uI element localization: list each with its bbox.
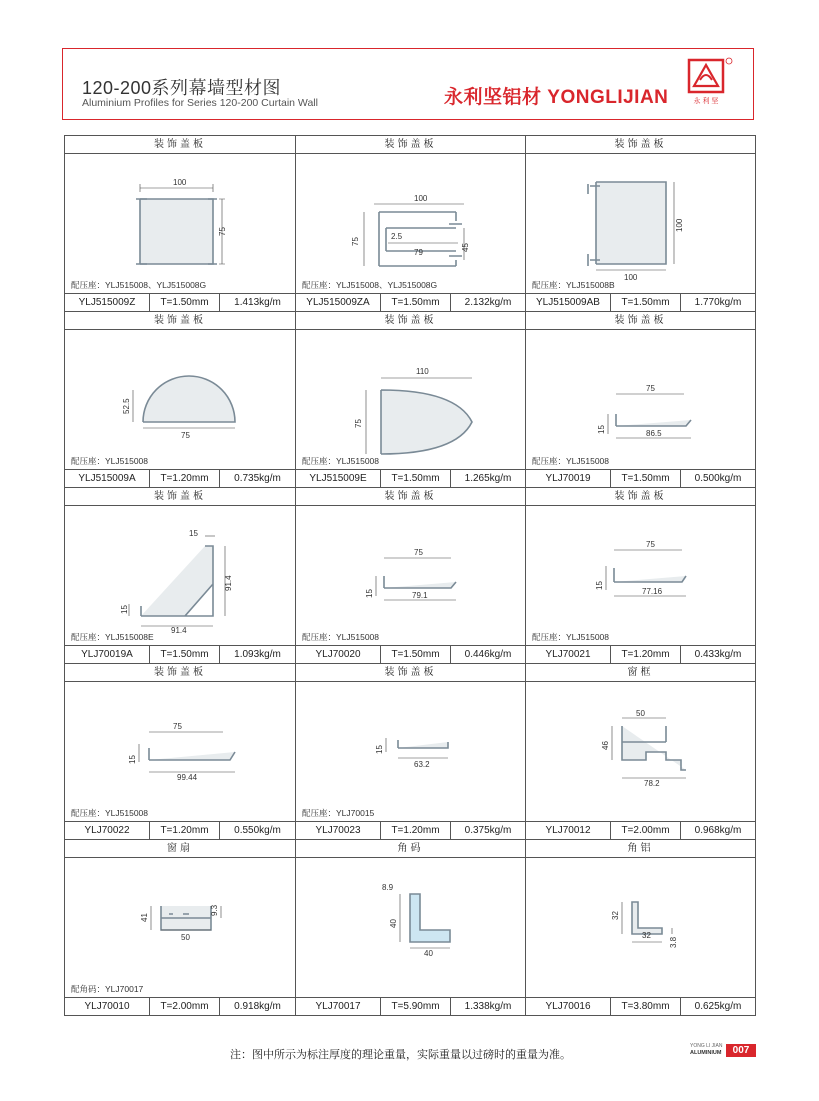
- profile-title: 窗框: [526, 664, 755, 682]
- profile-weight: 1.265kg/m: [450, 470, 525, 487]
- profile-code: YLJ70022: [84, 825, 130, 836]
- dimension-label: 8.9: [382, 883, 394, 892]
- profile-title: 角铝: [526, 840, 755, 858]
- profile-thickness: T=1.50mm: [380, 294, 450, 311]
- profile-code: YLJ515009Z: [78, 297, 136, 308]
- profile-drawing: [65, 506, 295, 645]
- dimension-label: 75: [354, 419, 363, 428]
- dimension-label: 100: [624, 273, 638, 282]
- profile-drawing: [296, 858, 525, 997]
- profile-note: 配压座：YLJ515008B: [532, 280, 615, 290]
- profile-weight: 0.433kg/m: [680, 646, 755, 663]
- profile-card: [525, 312, 755, 487]
- profile-code: YLJ515009ZA: [306, 297, 370, 308]
- dimension-label: 50: [636, 709, 645, 718]
- dimension-label: 2.5: [391, 232, 403, 241]
- profile-thickness: T=3.80mm: [610, 998, 680, 1015]
- profile-card: [65, 664, 295, 839]
- profile-thickness: T=5.90mm: [380, 998, 450, 1015]
- dimension-label: 86.5: [646, 429, 662, 438]
- logo-text: 永 利 坚: [693, 98, 719, 105]
- profile-spec: [65, 645, 295, 663]
- profile-spec: [65, 469, 295, 487]
- profile-section-svg: [526, 682, 756, 821]
- profile-title: 装饰盖板: [296, 664, 525, 682]
- profile-note: 配压座：YLJ515008: [302, 632, 380, 642]
- profile-spec: [526, 997, 755, 1015]
- profile-section-svg: [65, 858, 295, 997]
- profile-code: YLJ515009A: [78, 473, 136, 484]
- profile-spec: [296, 821, 525, 839]
- profile-card: [295, 488, 525, 663]
- profile-section-svg: [65, 330, 295, 469]
- profile-code: YLJ70016: [545, 1001, 591, 1012]
- profile-card: [65, 312, 295, 487]
- dimension-label: 75: [173, 722, 182, 731]
- profile-spec: [526, 821, 755, 839]
- profile-drawing: [526, 330, 755, 469]
- dimension-label: 91.4: [171, 626, 187, 635]
- profile-outline: [149, 748, 235, 760]
- dimension-label: 50: [181, 933, 190, 942]
- profile-row: [64, 839, 756, 1016]
- dimension-label: 45: [461, 243, 470, 252]
- profile-card: [295, 312, 525, 487]
- profile-section-svg: [526, 506, 756, 645]
- page-title: 120-200系列幕墙型材图: [82, 78, 282, 98]
- profile-thickness: T=1.50mm: [149, 646, 219, 663]
- dimension-label: 75: [351, 237, 360, 246]
- profile-thickness: T=1.50mm: [380, 470, 450, 487]
- profile-section-svg: [526, 154, 756, 293]
- profile-note: 配压座：YLJ515008、YLJ515008G: [71, 280, 207, 290]
- dimension-label: 100: [173, 178, 187, 187]
- profile-weight: 0.500kg/m: [680, 470, 755, 487]
- profile-drawing: [65, 154, 295, 293]
- profile-thickness: T=2.00mm: [610, 822, 680, 839]
- profile-thickness: T=1.20mm: [149, 822, 219, 839]
- profile-note: 配压座：YLJ70015: [302, 808, 375, 818]
- dimension-label: 15: [128, 755, 137, 764]
- profile-code: YLJ70021: [545, 649, 591, 660]
- profile-title: 装饰盖板: [296, 136, 525, 154]
- profile-title: 装饰盖板: [296, 488, 525, 506]
- footer-note: 注：图中所示为标注厚度的理论重量，实际重量以过磅时的重量为准。: [230, 1049, 571, 1061]
- profile-weight: 1.338kg/m: [450, 998, 525, 1015]
- dimension-label: 75: [414, 548, 423, 557]
- dimension-label: 79.1: [412, 591, 428, 600]
- dimension-label: 15: [120, 605, 129, 614]
- profile-thickness: T=1.50mm: [149, 294, 219, 311]
- profile-drawing: [65, 858, 295, 997]
- profile-note: 配压座：YLJ515008E: [71, 632, 154, 642]
- profile-drawing: [65, 682, 295, 821]
- profile-weight: 0.446kg/m: [450, 646, 525, 663]
- dimension-label: 9.3: [210, 904, 219, 916]
- profile-spec: [65, 997, 295, 1015]
- profile-card: [525, 488, 755, 663]
- profile-spec: [526, 645, 755, 663]
- profile-outline: [632, 902, 662, 934]
- profile-drawing: [526, 154, 755, 293]
- brand-logo: [685, 56, 733, 108]
- profile-title: 装饰盖板: [526, 312, 755, 330]
- dimension-label: 75: [218, 227, 227, 236]
- dimension-label: 75: [181, 431, 190, 440]
- profile-spec: [296, 293, 525, 311]
- profile-title: 装饰盖板: [526, 488, 755, 506]
- profile-thickness: T=1.50mm: [610, 470, 680, 487]
- dimension-label: 52.5: [122, 398, 131, 414]
- dimension-label: 99.44: [177, 773, 198, 782]
- dimension-label: 41: [140, 913, 149, 922]
- profile-thickness: T=1.50mm: [610, 294, 680, 311]
- profile-drawing: [526, 682, 755, 821]
- profile-card: [65, 488, 295, 663]
- profile-weight: 0.968kg/m: [680, 822, 755, 839]
- profile-weight: 0.625kg/m: [680, 998, 755, 1015]
- profile-thickness: T=1.20mm: [149, 470, 219, 487]
- footer-brand-small: YONG LI JIAN: [690, 1043, 723, 1049]
- profile-code: YLJ515009E: [309, 473, 367, 484]
- profile-section-svg: [296, 858, 526, 997]
- profile-drawing: [296, 682, 525, 821]
- profile-outline: [384, 576, 456, 588]
- profile-title: 角码: [296, 840, 525, 858]
- dimension-label: 78.2: [644, 779, 660, 788]
- profile-title: 装饰盖板: [65, 488, 295, 506]
- profile-weight: 2.132kg/m: [450, 294, 525, 311]
- dimension-label: 40: [389, 919, 398, 928]
- profile-section-svg: [65, 506, 295, 645]
- page-number: 007: [726, 1044, 756, 1057]
- profile-thickness: T=2.00mm: [149, 998, 219, 1015]
- profile-note: 配压座：YLJ515008: [71, 456, 149, 466]
- dimension-label: 15: [595, 581, 604, 590]
- profile-card: [295, 136, 525, 311]
- dimension-label: 32: [611, 911, 620, 920]
- profile-card: [295, 840, 525, 1015]
- dimension-label: 32: [642, 931, 651, 940]
- dimension-label: 46: [601, 741, 610, 750]
- profile-code: YLJ70012: [545, 825, 591, 836]
- profile-weight: 1.770kg/m: [680, 294, 755, 311]
- dimension-label: 63.2: [414, 760, 430, 769]
- profile-code: YLJ70020: [315, 649, 361, 660]
- profile-outline: [616, 414, 691, 426]
- profile-outline: [143, 376, 235, 422]
- profile-weight: 0.550kg/m: [219, 822, 295, 839]
- profile-grid: [64, 135, 756, 1016]
- dimension-label: 75: [646, 540, 655, 549]
- profile-spec: [65, 293, 295, 311]
- profile-note: 配压座：YLJ515008、YLJ515008G: [302, 280, 438, 290]
- profile-row: [64, 135, 756, 311]
- dimension-label: 15: [375, 745, 384, 754]
- profile-title: 窗扇: [65, 840, 295, 858]
- profile-outline: [622, 726, 686, 770]
- profile-row: [64, 663, 756, 839]
- dimension-label: 100: [675, 218, 684, 232]
- profile-thickness: T=1.20mm: [380, 822, 450, 839]
- profile-spec: [296, 645, 525, 663]
- page-number-badge: [688, 1042, 756, 1060]
- dimension-label: 15: [189, 529, 198, 538]
- profile-row: [64, 311, 756, 487]
- profile-spec: [526, 293, 755, 311]
- profile-section-svg: [296, 506, 526, 645]
- profile-code: YLJ515009AB: [536, 297, 600, 308]
- profile-spec: [526, 469, 755, 487]
- profile-outline: [588, 182, 666, 266]
- profile-note: 配压座：YLJ515008: [71, 808, 149, 818]
- profile-section-svg: [296, 154, 526, 293]
- profile-drawing: [296, 330, 525, 469]
- profile-section-svg: [65, 682, 295, 821]
- profile-title: 装饰盖板: [65, 664, 295, 682]
- profile-drawing: [296, 506, 525, 645]
- profile-code: YLJ70010: [84, 1001, 130, 1012]
- profile-spec: [296, 997, 525, 1015]
- profile-outline: [140, 199, 213, 264]
- dimension-label: 77.16: [642, 587, 663, 596]
- profile-note: 配角码：YLJ70017: [71, 984, 144, 994]
- profile-outline: [410, 894, 450, 942]
- profile-card: [525, 664, 755, 839]
- dimension-label: 40: [424, 949, 433, 958]
- profile-code: YLJ70019A: [81, 649, 133, 660]
- profile-card: [65, 840, 295, 1015]
- brand-name: 永利坚铝材 YONGLIJIAN: [444, 87, 669, 108]
- profile-section-svg: [65, 154, 295, 293]
- dimension-label: 79: [414, 248, 423, 257]
- profile-drawing: [296, 154, 525, 293]
- dimension-label: 15: [597, 425, 606, 434]
- dimension-label: 15: [365, 589, 374, 598]
- profile-drawing: [526, 506, 755, 645]
- profile-note: 配压座：YLJ515008: [532, 632, 610, 642]
- profile-outline: [398, 740, 448, 748]
- profile-section-svg: [296, 330, 526, 469]
- profile-outline: [141, 546, 213, 616]
- profile-spec: [65, 821, 295, 839]
- dimension-label: 75: [646, 384, 655, 393]
- profile-title: 装饰盖板: [526, 136, 755, 154]
- profile-weight: 0.375kg/m: [450, 822, 525, 839]
- profile-code: YLJ70017: [315, 1001, 361, 1012]
- dimension-label: 110: [416, 367, 429, 376]
- profile-code: YLJ70023: [315, 825, 361, 836]
- profile-card: [525, 840, 755, 1015]
- profile-section-svg: [526, 858, 756, 997]
- profile-code: YLJ70019: [545, 473, 591, 484]
- profile-weight: 0.735kg/m: [219, 470, 295, 487]
- profile-outline: [161, 906, 211, 930]
- dimension-label: 91.4: [224, 575, 233, 591]
- profile-drawing: [65, 330, 295, 469]
- profile-drawing: [526, 858, 755, 997]
- profile-note: 配压座：YLJ515008: [532, 456, 610, 466]
- dimension-label: 3.8: [669, 936, 678, 948]
- profile-outline: [381, 390, 472, 454]
- profile-title: 装饰盖板: [65, 136, 295, 154]
- profile-spec: [296, 469, 525, 487]
- profile-section-svg: [296, 682, 526, 821]
- profile-title: 装饰盖板: [296, 312, 525, 330]
- profile-thickness: T=1.20mm: [610, 646, 680, 663]
- profile-weight: 1.413kg/m: [219, 294, 295, 311]
- profile-card: [65, 136, 295, 311]
- profile-row: [64, 487, 756, 663]
- profile-weight: 1.093kg/m: [219, 646, 295, 663]
- page-subtitle: Aluminium Profiles for Series 120-200 Curtain Wall: [82, 97, 318, 109]
- profile-note: 配压座：YLJ515008: [302, 456, 380, 466]
- profile-outline: [614, 568, 686, 582]
- profile-title: 装饰盖板: [65, 312, 295, 330]
- profile-weight: 0.918kg/m: [219, 998, 295, 1015]
- profile-section-svg: [526, 330, 756, 469]
- footer-aluminium: ALUMINIUM: [690, 1050, 722, 1056]
- profile-card: [525, 136, 755, 311]
- dimension-label: 100: [414, 194, 428, 203]
- profile-card: [295, 664, 525, 839]
- profile-thickness: T=1.50mm: [380, 646, 450, 663]
